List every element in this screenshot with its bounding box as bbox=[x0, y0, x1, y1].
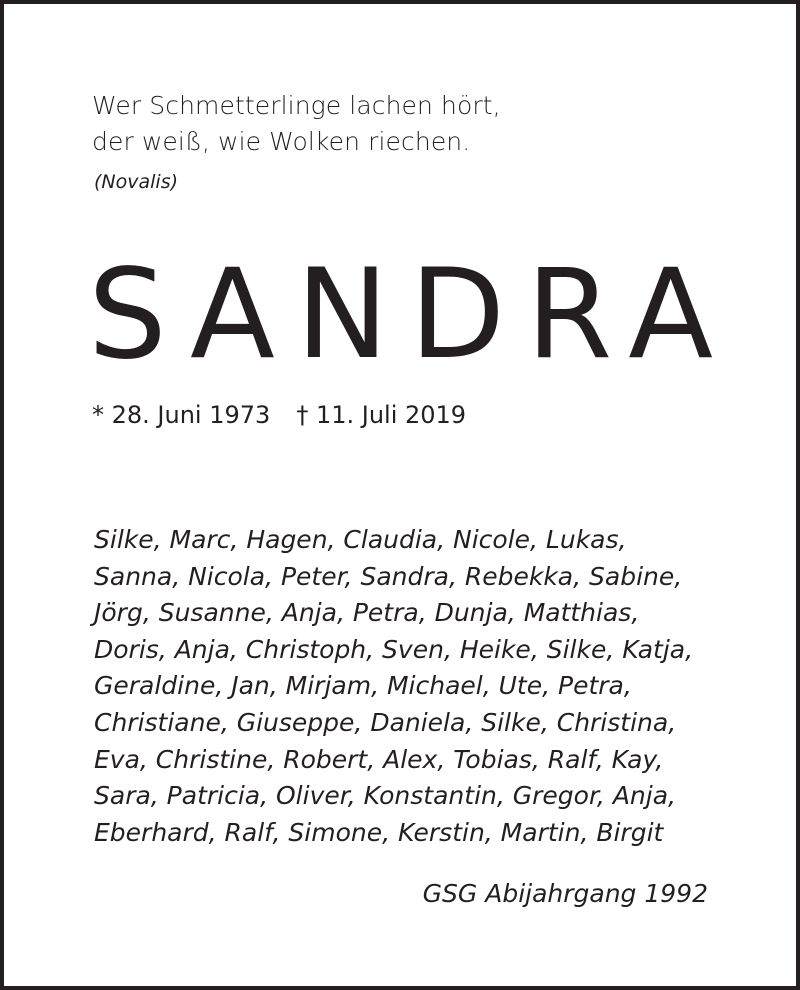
mourner-line: Sanna, Nicola, Peter, Sandra, Rebekka, Sabine, bbox=[94, 561, 683, 591]
death-date: † 11. Juli 2019 bbox=[296, 401, 467, 429]
life-dates bbox=[92, 400, 466, 430]
deceased-name: SANDRA bbox=[88, 243, 735, 387]
mourner-line: Christiane, Giuseppe, Daniela, Silke, Christina, bbox=[94, 707, 677, 737]
mourner-list bbox=[94, 522, 724, 851]
mourner-line: Geraldine, Jan, Mirjam, Michael, Ute, Petra, bbox=[94, 671, 632, 701]
mourner-line: Jörg, Susanne, Anja, Petra, Dunja, Matthias, bbox=[94, 598, 640, 628]
mourner-line: Doris, Anja, Christoph, Sven, Heike, Silke, Katja, bbox=[94, 634, 694, 664]
signature: GSG Abijahrgang 1992 bbox=[422, 879, 708, 908]
birth-date: * 28. Juni 1973 bbox=[92, 401, 271, 429]
quote-line-1: Wer Schmetterlinge lachen hört, bbox=[92, 91, 501, 120]
mourner-line: Eva, Christine, Robert, Alex, Tobias, Ralf, Kay, bbox=[94, 744, 664, 774]
mourner-line: Sara, Patricia, Oliver, Konstantin, Gregor, Anja, bbox=[94, 781, 676, 811]
quote-source: (Novalis) bbox=[94, 171, 179, 193]
quote bbox=[92, 88, 732, 160]
mourner-line: Silke, Marc, Hagen, Claudia, Nicole, Lukas, bbox=[94, 525, 627, 554]
mourner-line: Eberhard, Ralf, Simone, Kerstin, Martin, Birgit bbox=[94, 817, 664, 847]
quote-line-2: der weiß, wie Wolken riechen. bbox=[92, 127, 471, 156]
